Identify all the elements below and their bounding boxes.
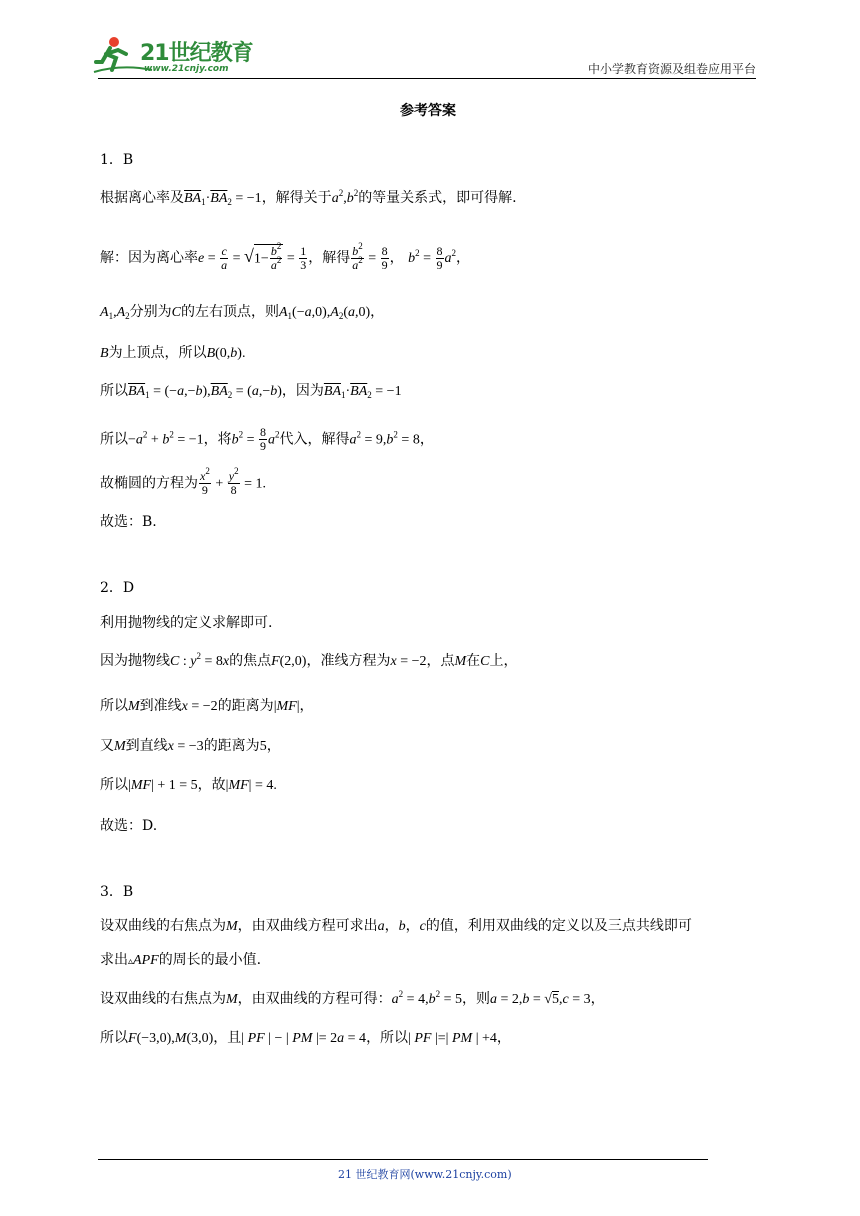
q1-answer: 1．B (100, 152, 134, 168)
q1-sol-line5: 所以$-a^2 + b^2 = -1$，将$b^2$ = $\frac{8}{9}$ $a^2$代入，解得$a^2 = 9,b^2 = 8$， (100, 425, 434, 453)
footer-rule (98, 1159, 708, 1160)
q2-sol-line4: 所以|MF| + 1 = 5，故|MF| = 4. (100, 777, 277, 793)
q1-sol-line1: 解：因为离心率e = $\frac{c}{a}$ = √1− $\frac{b^2}{a^2}$ = $\frac{1}{3}$ ，解得 $\frac{b^2}{a^2}$ = $\frac{8}{9}$ ， $b^2$ = $\frac{8}{9}$ $a^2$， (100, 240, 470, 272)
q3-sol-line1: 设双曲线的右焦点为M，由双曲线的方程可得：$a^2 = 4,b^2 = 5$，则a = 2,b = √5,c = 3， (100, 989, 605, 1007)
q2-sol-line1: 因为抛物线C : $y^2 = 8x$的焦点F(2,0)，准线方程为x = −2，点M在C上， (100, 651, 518, 669)
platform-name: 中小学教育资源及组卷应用平台 (587, 62, 756, 76)
q1-hint: 根据离心率及$\overline{BA}_1\cdot\overline{BA}_2 = -1$，解得关于$a^2,b^2$的等量关系式，即可得解. (100, 188, 517, 207)
q2-hint: 利用抛物线的定义求解即可. (100, 615, 273, 631)
q3-sol-line2: 所以F(−3,0),M(3,0)，且| PF | − | PM |= 2a = 4，所以| PF |=| PM | +4， (100, 1030, 511, 1046)
header-rule (98, 78, 756, 79)
q3-hint-line1: 设双曲线的右焦点为M，由双曲线方程可求出a，b，c的值，利用双曲线的定义以及三点共线即可 (100, 918, 692, 934)
page-title: 参考答案 (400, 103, 456, 119)
q3-hint-line2: 求出▵APF的周长的最小值. (100, 952, 262, 968)
q1-sol-line2: $A_1,A_2$分别为C的左右顶点，则$A_1(-a,0),A_2(a,0)$， (100, 304, 385, 321)
q1-choice: 故选：B. (100, 514, 157, 530)
q2-sol-line3: 又M到直线x = −3的距离为5， (100, 738, 281, 754)
q3-answer: 3．B (100, 884, 134, 900)
logo-text: 21世纪教育 (140, 41, 253, 66)
q2-answer: 2．D (100, 580, 135, 596)
q1-sol-line4: 所以$\overline{BA}_1 = (-a,-b),\overline{BA}_2 = (a,-b)$，因为$\overline{BA}_1\cdot\overline{BA}_2 = -1$ (100, 383, 402, 400)
logo-url: www.21cnjy.com (144, 64, 229, 74)
q1-sol-line6: 故椭圆的方程为 $\frac{x^2}{9}$ + $\frac{y^2}{8}$ = 1. (100, 466, 266, 497)
site-logo (92, 32, 262, 78)
q1-sol-line3: B为上顶点，所以B(0,b). (100, 345, 246, 361)
q2-sol-line2: 所以M到准线x = −2的距离为|MF|， (100, 698, 314, 714)
footer-text: 21 世纪教育网(www.21cnjy.com) (338, 1168, 512, 1181)
q2-choice: 故选：D. (100, 818, 158, 834)
